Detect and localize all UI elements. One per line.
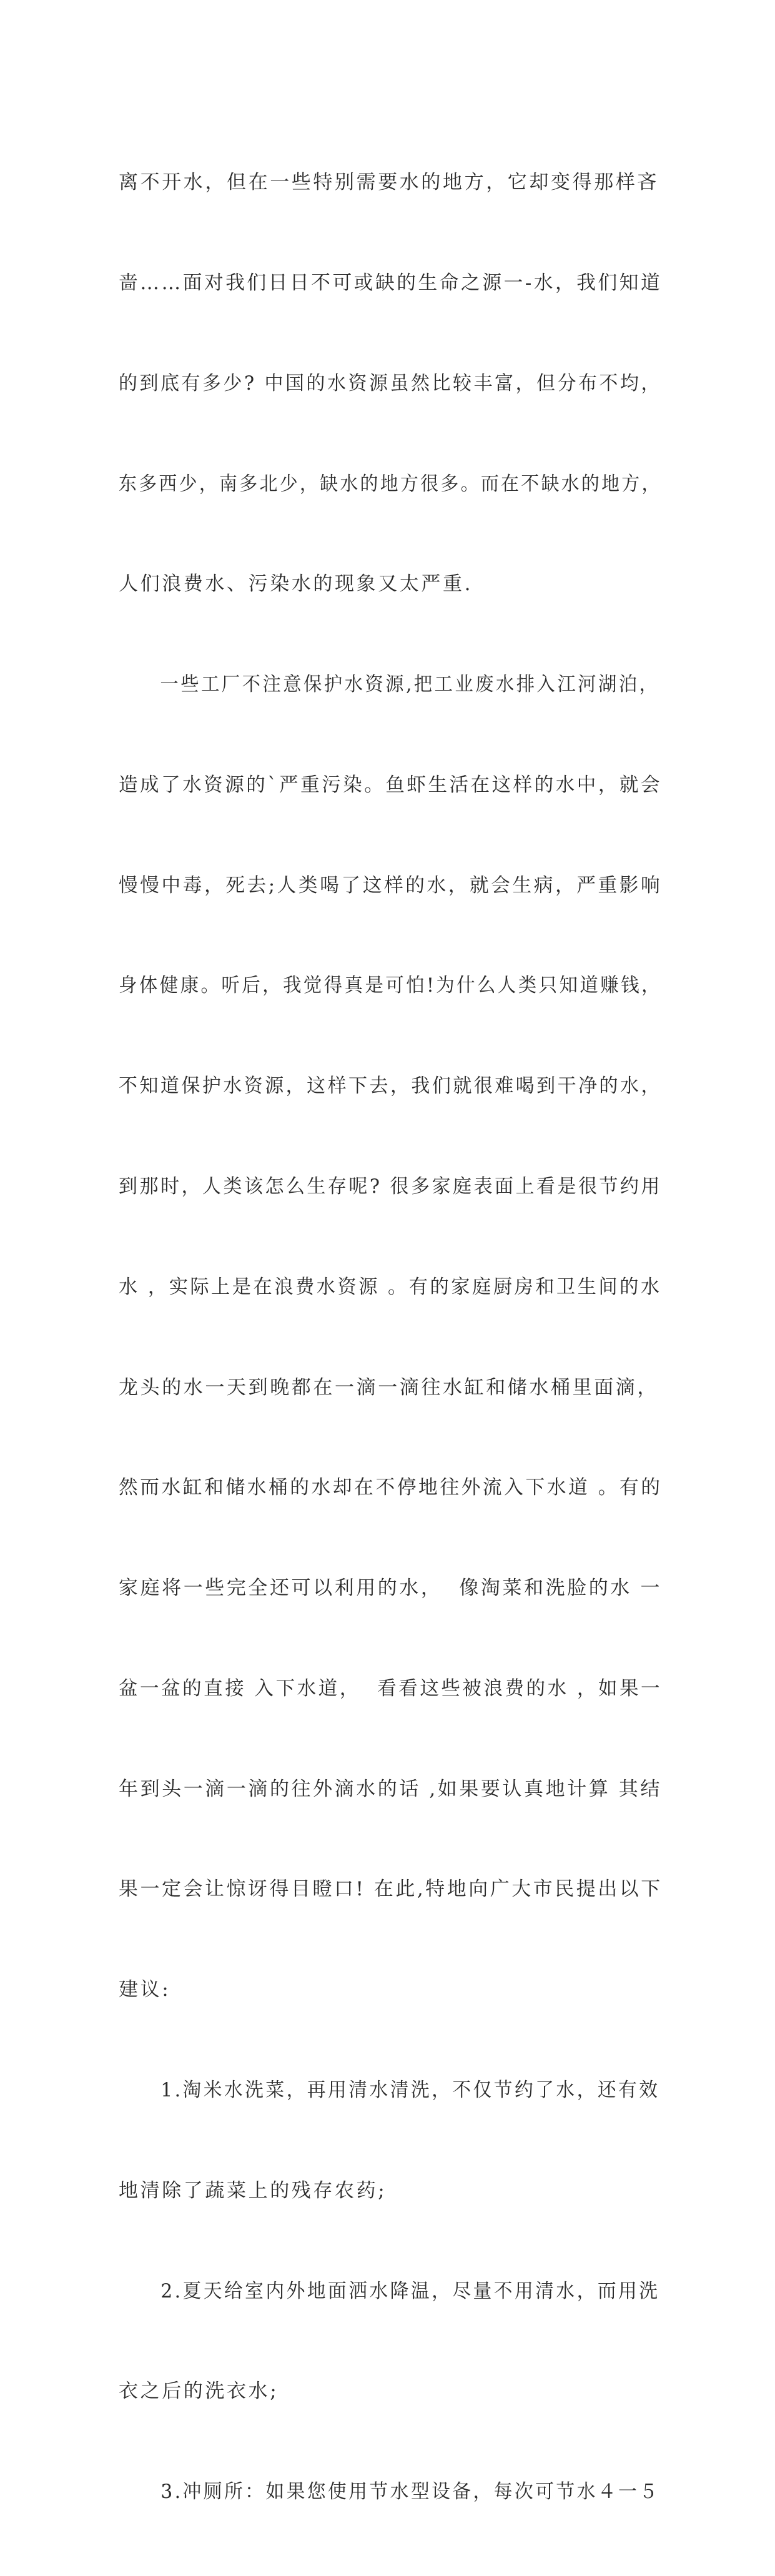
text-line: 慢慢中毒，死去;人类喝了这样的水，就会生病，严重影响	[119, 874, 663, 897]
text-line: 地清除了蔬菜上的残存农药;	[119, 2179, 387, 2202]
text-line: 年到头一滴一滴的往外滴水的话 ,如果要认真地计算 其结	[119, 1777, 662, 1800]
paragraph-start-line: 一些工厂不注意保护水资源,把工业废水排入江河湖泊，	[160, 673, 660, 696]
text-line: 建议:	[119, 1978, 171, 2001]
text-line: 水 ，实际上是在浪费水资源 。有的家庭厨房和卫生间的水	[119, 1275, 662, 1298]
text-line: 盆一盆的直接 入下水道， 看看这些被浪费的水 ，如果一	[119, 1677, 663, 1700]
text-line: 造成了水资源的`严重污染。鱼虾生活在这样的水中，就会	[119, 773, 662, 796]
text-line: 人们浪费水、污染水的现象又太严重.	[119, 573, 473, 596]
text-line: 的到底有多少? 中国的水资源虽然比较丰富，但分布不均，	[119, 372, 662, 395]
list-item-3-line: 3.冲厕所：如果您使用节水型设备，每次可节水４一５	[160, 2480, 660, 2504]
list-item-2-line: 2.夏天给室内外地面洒水降温，尽量不用清水，而用洗	[160, 2279, 660, 2302]
text-line: 不知道保护水资源，这样下去，我们就很难喝到干净的水，	[119, 1075, 662, 1098]
text-line: 身体健康。听后，我觉得真是可怕!为什么人类只知道赚钱，	[119, 974, 662, 997]
text-line: 东多西少，南多北少，缺水的地方很多。而在不缺水的地方，	[119, 472, 662, 495]
text-line: 离不开水，但在一些特别需要水的地方，它却变得那样吝	[119, 171, 659, 194]
text-line: 龙头的水一天到晚都在一滴一滴往水缸和储水桶里面滴，	[119, 1376, 659, 1399]
list-item-1-line: 1.淘米水洗菜，再用清水清洗，不仅节约了水，还有效	[160, 2079, 660, 2102]
text-line: 到那时，人类该怎么生存呢? 很多家庭表面上看是很节约用	[119, 1175, 662, 1198]
text-line: 啬……面对我们日日不可或缺的生命之源一-水，我们知道	[119, 271, 663, 294]
text-line: 然而水缸和储水桶的水却在不停地往外流入下水道 。有的	[119, 1476, 663, 1499]
text-line: 家庭将一些完全还可以利用的水， 像淘菜和洗脸的水 一	[119, 1577, 662, 1600]
text-line: 衣之后的洗衣水;	[119, 2380, 279, 2403]
document-body	[119, 99, 662, 2576]
text-line: 果一定会让惊讶得目瞪口! 在此,特地向广大市民提出以下	[119, 1878, 663, 1901]
